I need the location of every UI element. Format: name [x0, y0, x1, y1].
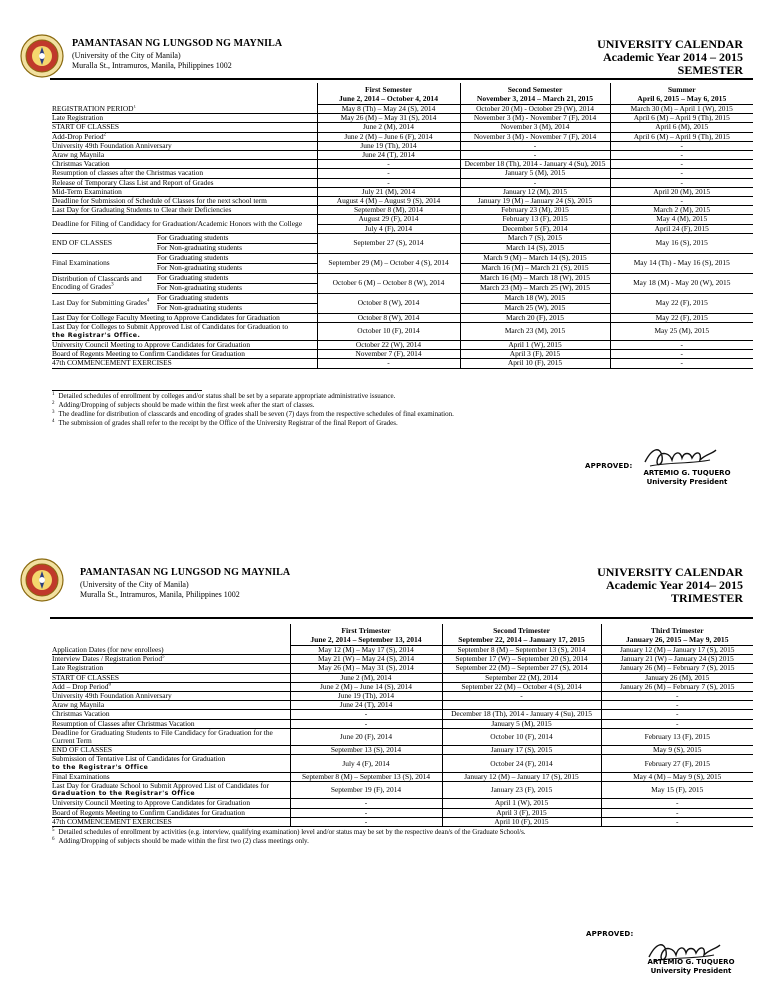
row-label: Final Examinations	[52, 772, 290, 781]
table-cell: -	[290, 710, 442, 719]
table-cell: February 23 (M), 2015	[460, 206, 610, 215]
table-cell: January 12 (M) – January 17 (S), 2015	[601, 646, 753, 655]
row-label: University Council Meeting to Approve Candidates for Graduation	[52, 341, 317, 350]
table-cell: -	[610, 151, 753, 160]
table-cell: April 1 (W), 2015	[442, 799, 601, 808]
table-cell: May 21 (W) – May 24 (S), 2014	[290, 655, 442, 664]
table-cell: May 22 (F), 2015	[610, 313, 753, 322]
table-cell: -	[601, 710, 753, 719]
row-label: Final Examinations	[52, 253, 157, 273]
table-row	[52, 673, 753, 682]
table-cell: -	[610, 169, 753, 178]
table-row	[52, 692, 753, 701]
row-label: REGISTRATION PERIOD$^1$	[52, 105, 317, 114]
table-cell: July 21 (M), 2014	[317, 187, 460, 196]
table-cell: March 16 (M) – March 21 (S), 2015	[460, 263, 610, 273]
table-cell: September 8 (M), 2014	[317, 206, 460, 215]
table-cell: -	[610, 350, 753, 359]
column-header: Second Trimester September 22, 2014 – January 17, 2015	[442, 624, 601, 646]
table-cell: October 10 (F), 2014	[317, 323, 460, 341]
footnote: $^1$ Detailed schedules of enrollment by colleges and/or status shall be set by a separate appropriate administrative issuance.	[52, 391, 396, 400]
footnote-marker: 1	[133, 104, 137, 110]
table-cell: March 25 (W), 2015	[460, 303, 610, 313]
table-cell: January 26 (M) – February 7 (S), 2015	[601, 664, 753, 673]
footnote-marker: 2	[103, 132, 107, 138]
university-name: PAMANTASAN NG LUNGSOD NG MAYNILA	[72, 38, 283, 49]
table-cell: April 6 (M) – April 9 (Th), 2015	[610, 114, 753, 123]
table-cell: April 3 (F), 2015	[442, 808, 601, 817]
table-cell: -	[460, 141, 610, 150]
university-subtitle: (University of the City of Manila)	[80, 580, 189, 589]
table-cell	[442, 701, 601, 710]
table-row	[52, 710, 753, 719]
table-cell: May 12 (M) – May 17 (S), 2014	[290, 646, 442, 655]
row-label: START OF CLASSES	[52, 673, 290, 682]
table-cell: -	[460, 178, 610, 187]
row-label: 47th COMMENCEMENT EXERCISES	[52, 359, 317, 368]
table-cell: March 30 (M) – April 1 (W), 2015	[610, 105, 753, 114]
table-row	[52, 664, 753, 673]
table-cell: -	[610, 160, 753, 169]
table-cell: April 3 (F), 2015	[460, 350, 610, 359]
row-label: Resumption of Classes after Christmas Vacation	[52, 719, 290, 728]
table-cell: June 19 (Th), 2014	[317, 141, 460, 150]
president-block	[636, 958, 746, 976]
row-label: Board of Regents Meeting to Confirm Candidates for Graduation	[52, 350, 317, 359]
president-title: University President	[650, 967, 732, 975]
trimester-footnotes	[52, 828, 526, 846]
table-cell: March 2 (M), 2015	[610, 206, 753, 215]
row-label: Late Registration	[52, 664, 290, 673]
row-label: Deadline for Graduating Students to File Candidacy for Graduation for the Current Term	[52, 728, 290, 745]
table-cell: -	[610, 197, 753, 206]
row-label: Board of Regents Meeting to Confirm Candidates for Graduation	[52, 808, 290, 817]
footnote: $^2$ Adding/Dropping of subjects should be made within the first week after the start of classes.	[52, 400, 315, 409]
table-cell: September 8 (M) – September 13 (S), 2014	[290, 772, 442, 781]
table-cell: May 9 (S), 2015	[601, 746, 753, 755]
table-row	[52, 782, 753, 799]
table-row	[52, 808, 753, 817]
table-cell: September 8 (M) – September 13 (S), 2014	[442, 646, 601, 655]
row-label: Deadline for Submission of Schedule of Classes for the next school term	[52, 197, 317, 206]
table-cell: May 4 (M) – May 9 (S), 2015	[601, 772, 753, 781]
table-cell: March 14 (S), 2015	[460, 243, 610, 253]
approved-label: APPROVED:	[586, 930, 634, 938]
row-label: Mid-Term Examination	[52, 187, 317, 196]
table-row	[52, 682, 753, 691]
table-cell: September 27 (S), 2014	[317, 233, 460, 253]
calendar-title-line3: SEMESTER	[677, 63, 743, 77]
table-cell: -	[290, 817, 442, 826]
table-cell: October 24 (F), 2014	[442, 755, 601, 772]
table-cell: -	[290, 808, 442, 817]
table-cell: November 3 (M) - November 7 (F), 2014	[460, 114, 610, 123]
row-label: University Council Meeting to Approve Candidates for Graduation	[52, 799, 290, 808]
table-cell: March 9 (M) – March 14 (S), 2015	[460, 253, 610, 263]
row-label: Add-Drop Period$^2$	[52, 132, 317, 141]
table-cell: -	[601, 692, 753, 701]
table-cell: -	[460, 151, 610, 160]
table-cell: August 4 (M) – August 9 (S), 2014	[317, 197, 460, 206]
university-seal-logo	[20, 558, 64, 602]
table-row	[52, 755, 753, 772]
table-cell: January 19 (M) – January 24 (S), 2015	[460, 197, 610, 206]
approved-label: APPROVED:	[585, 462, 633, 470]
table-cell: June 2 (M) – June 6 (F), 2014	[317, 132, 460, 141]
table-row	[52, 701, 753, 710]
table-cell: March 20 (F), 2015	[460, 313, 610, 322]
calendar-title	[597, 566, 743, 605]
table-cell: May 26 (M) – May 31 (S), 2014	[317, 114, 460, 123]
table-cell: October 22 (W), 2014	[317, 341, 460, 350]
table-cell: October 10 (F), 2014	[442, 728, 601, 745]
row-label: END OF CLASSES	[52, 233, 157, 253]
footnote: $^3$ The deadline for distribution of classcards and encoding of grades shall be seven (7) days from the respective schedules of final examination.	[52, 409, 454, 418]
table-row	[52, 719, 753, 728]
table-cell: January 23 (F), 2015	[442, 782, 601, 799]
calendar-title-line2: Academic Year 2014– 2015	[606, 578, 743, 592]
row-label: Araw ng Maynila	[52, 151, 317, 160]
table-cell: -	[442, 692, 601, 701]
university-address: Muralla St., Intramuros, Manila, Philippines 1002	[80, 590, 240, 599]
table-cell: April 24 (F), 2015	[610, 224, 753, 233]
row-label: Distribution of Classcards and Encoding of Grades$^3$	[52, 273, 157, 293]
table-cell: -	[290, 799, 442, 808]
footnote-marker: 6	[108, 682, 111, 688]
table-cell: October 20 (M) - October 29 (W), 2014	[460, 105, 610, 114]
calendar-title-line1: UNIVERSITY CALENDAR	[597, 565, 743, 579]
table-cell: March 23 (M) – March 25 (W), 2015	[460, 283, 610, 293]
table-cell: May 16 (S), 2015	[610, 233, 753, 253]
row-label: 47th COMMENCEMENT EXERCISES	[52, 817, 290, 826]
table-row	[52, 728, 753, 745]
table-cell: September 22 (M), 2014	[442, 673, 601, 682]
table-cell: January 12 (M), 2015	[460, 187, 610, 196]
row-label: Last Day for College Faculty Meeting to Approve Candidates for Graduation	[52, 313, 317, 322]
table-cell: October 8 (W), 2014	[317, 313, 460, 322]
column-header: First Trimester June 2, 2014 – September 13, 2014	[290, 624, 442, 646]
table-cell: February 27 (F), 2015	[601, 755, 753, 772]
row-label: Interview Dates / Registration Period$^5$	[52, 655, 290, 664]
table-cell: March 7 (S), 2015	[460, 233, 610, 243]
table-cell: -	[610, 178, 753, 187]
table-cell: December 18 (Th), 2014 - January 4 (Su), 2015	[442, 710, 601, 719]
university-subtitle: (University of the City of Manila)	[72, 51, 181, 60]
row-label: Last Day for Colleges to Submit Approved List of Candidates for Graduation to the Registrar's Office.	[52, 323, 317, 341]
table-row	[52, 655, 753, 664]
row-label: START OF CLASSES	[52, 123, 317, 132]
table-cell: September 29 (M) – October 4 (S), 2014	[317, 253, 460, 273]
table-cell: June 2 (M) – June 14 (S), 2014	[290, 682, 442, 691]
table-cell: June 24 (T), 2014	[317, 151, 460, 160]
table-cell: February 13 (F), 2015	[601, 728, 753, 745]
row-label: Late Registration	[52, 114, 317, 123]
table-cell: June 20 (F), 2014	[290, 728, 442, 745]
row-sublabel: For Non-graduating students	[157, 243, 317, 253]
table-cell: March 23 (M), 2015	[460, 323, 610, 341]
table-cell: November 3 (M), 2014	[460, 123, 610, 132]
table-cell: -	[610, 141, 753, 150]
table-cell: March 16 (M) – March 18 (W), 2015	[460, 273, 610, 283]
table-row	[52, 646, 753, 655]
row-sublabel: For Graduating students	[157, 293, 317, 303]
table-cell: -	[290, 719, 442, 728]
row-label: Deadline for Filing of Candidacy for Graduation/Academic Honors with the College	[52, 215, 317, 233]
row-sublabel: For Non-graduating students	[157, 303, 317, 313]
table-cell: April 1 (W), 2015	[460, 341, 610, 350]
row-sublabel: For Non-graduating students	[157, 283, 317, 293]
calendar-title-line3: TRIMESTER	[670, 591, 743, 605]
footnote-divider	[52, 826, 202, 827]
table-cell: -	[601, 701, 753, 710]
table-cell: June 19 (Th), 2014	[290, 692, 442, 701]
table-row	[52, 746, 753, 755]
table-cell: August 29 (F), 2014	[317, 215, 460, 224]
table-cell: May 22 (F), 2015	[610, 293, 753, 313]
table-header-row	[52, 624, 753, 646]
table-cell: -	[317, 169, 460, 178]
table-cell: -	[317, 160, 460, 169]
row-label: Christmas Vacation	[52, 160, 317, 169]
table-cell: November 3 (M) - November 7 (F), 2014	[460, 132, 610, 141]
table-cell: May 4 (M), 2015	[610, 215, 753, 224]
table-cell: April 10 (F), 2015	[442, 817, 601, 826]
table-cell: May 14 (Th) - May 16 (S), 2015	[610, 253, 753, 273]
table-cell: -	[601, 817, 753, 826]
table-cell: January 21 (W) – January 24 (S) 2015	[601, 655, 753, 664]
row-label: Add – Drop Period$^6$	[52, 682, 290, 691]
table-cell: October 8 (W), 2014	[317, 293, 460, 313]
table-cell: June 2 (M), 2014	[290, 673, 442, 682]
table-cell: February 13 (F), 2015	[460, 215, 610, 224]
row-label: Submission of Tentative List of Candidates for Graduation to the Registrar's Office	[52, 755, 290, 772]
president-name: ARTEMIO G. TUQUERO	[647, 958, 735, 966]
table-cell: September 17 (W) – September 20 (S), 2014	[442, 655, 601, 664]
table-cell: May 26 (M) – May 31 (S), 2014	[290, 664, 442, 673]
table-cell: September 19 (F), 2014	[290, 782, 442, 799]
table-cell: July 4 (F), 2014	[317, 224, 460, 233]
table-cell: April 6 (M), 2015	[610, 123, 753, 132]
row-sublabel: For Non-graduating students	[157, 263, 317, 273]
table-row	[52, 799, 753, 808]
footnote: $^5$ Detailed schedules of enrollment by activities (e.g. interview, qualifying examination) level and/or status may be set by the respective dean/s of the Graduate School/s.	[52, 827, 526, 836]
row-label: Christmas Vacation	[52, 710, 290, 719]
trimester-calendar-table	[52, 624, 753, 827]
table-cell: May 25 (M), 2015	[610, 323, 753, 341]
table-cell: March 18 (W), 2015	[460, 293, 610, 303]
university-name: PAMANTASAN NG LUNGSOD NG MAYNILA	[80, 567, 291, 578]
table-cell: January 12 (M) – January 17 (S), 2015	[442, 772, 601, 781]
row-sublabel: For Graduating students	[157, 233, 317, 243]
row-label: Last Day for Graduating Students to Clear their Deficiencies	[52, 206, 317, 215]
table-cell: -	[317, 359, 460, 368]
president-title: University President	[646, 478, 728, 486]
header-divider	[50, 617, 753, 619]
column-header: Summer April 6, 2015 – May 6, 2015	[610, 83, 753, 105]
table-cell: May 18 (M) - May 20 (W), 2015	[610, 273, 753, 293]
table-row	[52, 772, 753, 781]
table-cell: April 10 (F), 2015	[460, 359, 610, 368]
table-cell: June 24 (T), 2014	[290, 701, 442, 710]
table-cell: October 6 (M) – October 8 (W), 2014	[317, 273, 460, 293]
footnote: $^4$ The submission of grades shall refer to the receipt by the Office of the University Registrar of the final Report of Grades.	[52, 418, 398, 427]
table-cell: May 15 (F), 2015	[601, 782, 753, 799]
row-label: Last Day for Submitting Grades$^4$	[52, 293, 157, 313]
table-cell: December 5 (F), 2014	[460, 224, 610, 233]
table-cell: January 5 (M), 2015	[460, 169, 610, 178]
footnote-marker: 4	[146, 298, 150, 304]
row-label: Araw ng Maynila	[52, 701, 290, 710]
table-cell: -	[601, 799, 753, 808]
row-label: University 49th Foundation Anniversary	[52, 141, 317, 150]
table-cell: September 22 (M) – September 27 (S), 2014	[442, 664, 601, 673]
footnote-marker: 3	[111, 282, 114, 288]
table-cell: -	[317, 178, 460, 187]
table-cell: June 2 (M), 2014	[317, 123, 460, 132]
row-label: Last Day for Graduate School to Submit Approved List of Candidates for Graduation to the Registrar's Office	[52, 782, 290, 799]
table-cell: September 13 (S), 2014	[290, 746, 442, 755]
table-cell: -	[610, 341, 753, 350]
row-label: END OF CLASSES	[52, 746, 290, 755]
table-cell: December 18 (Th), 2014 - January 4 (Su), 2015	[460, 160, 610, 169]
column-header: Second Semester November 3, 2014 – March 21, 2015	[460, 83, 610, 105]
footnote: $^6$ Adding/Dropping of subjects should be made within the first two (2) class meetings only.	[52, 836, 309, 845]
university-address: Muralla St., Intramuros, Manila, Philippines 1002	[72, 61, 232, 70]
table-cell: -	[610, 359, 753, 368]
footnote-marker: 5	[162, 654, 165, 660]
table-cell: July 4 (F), 2014	[290, 755, 442, 772]
table-cell: November 7 (F), 2014	[317, 350, 460, 359]
calendar-title-line1: UNIVERSITY CALENDAR	[597, 37, 743, 51]
row-sublabel: For Graduating students	[157, 273, 317, 283]
row-label: Release of Temporary Class List and Report of Grades	[52, 178, 317, 187]
table-cell: -	[601, 719, 753, 728]
table-cell: January 26 (M) – February 7 (S), 2015	[601, 682, 753, 691]
calendar-title-line2: Academic Year 2014 – 2015	[603, 50, 743, 64]
table-cell: May 8 (Th) – May 24 (S), 2014	[317, 105, 460, 114]
row-label: Resumption of classes after the Christmas vacation	[52, 169, 317, 178]
president-name: ARTEMIO G. TUQUERO	[643, 469, 731, 477]
table-cell: -	[601, 808, 753, 817]
column-header: First Semester June 2, 2014 – October 4, 2014	[317, 83, 460, 105]
table-cell: April 6 (M) – April 9 (Th), 2015	[610, 132, 753, 141]
table-cell: January 26 (M), 2015	[601, 673, 753, 682]
table-cell: January 17 (S), 2015	[442, 746, 601, 755]
column-header: Third Trimester January 26, 2015 – May 9, 2015	[601, 624, 753, 646]
table-cell: September 22 (M) – October 4 (S), 2014	[442, 682, 601, 691]
table-cell: April 20 (M), 2015	[610, 187, 753, 196]
table-cell: January 5 (M), 2015	[442, 719, 601, 728]
row-sublabel: For Graduating students	[157, 253, 317, 263]
row-label: Application Dates (for new enrollees)	[52, 646, 290, 655]
row-label: University 49th Foundation Anniversary	[52, 692, 290, 701]
